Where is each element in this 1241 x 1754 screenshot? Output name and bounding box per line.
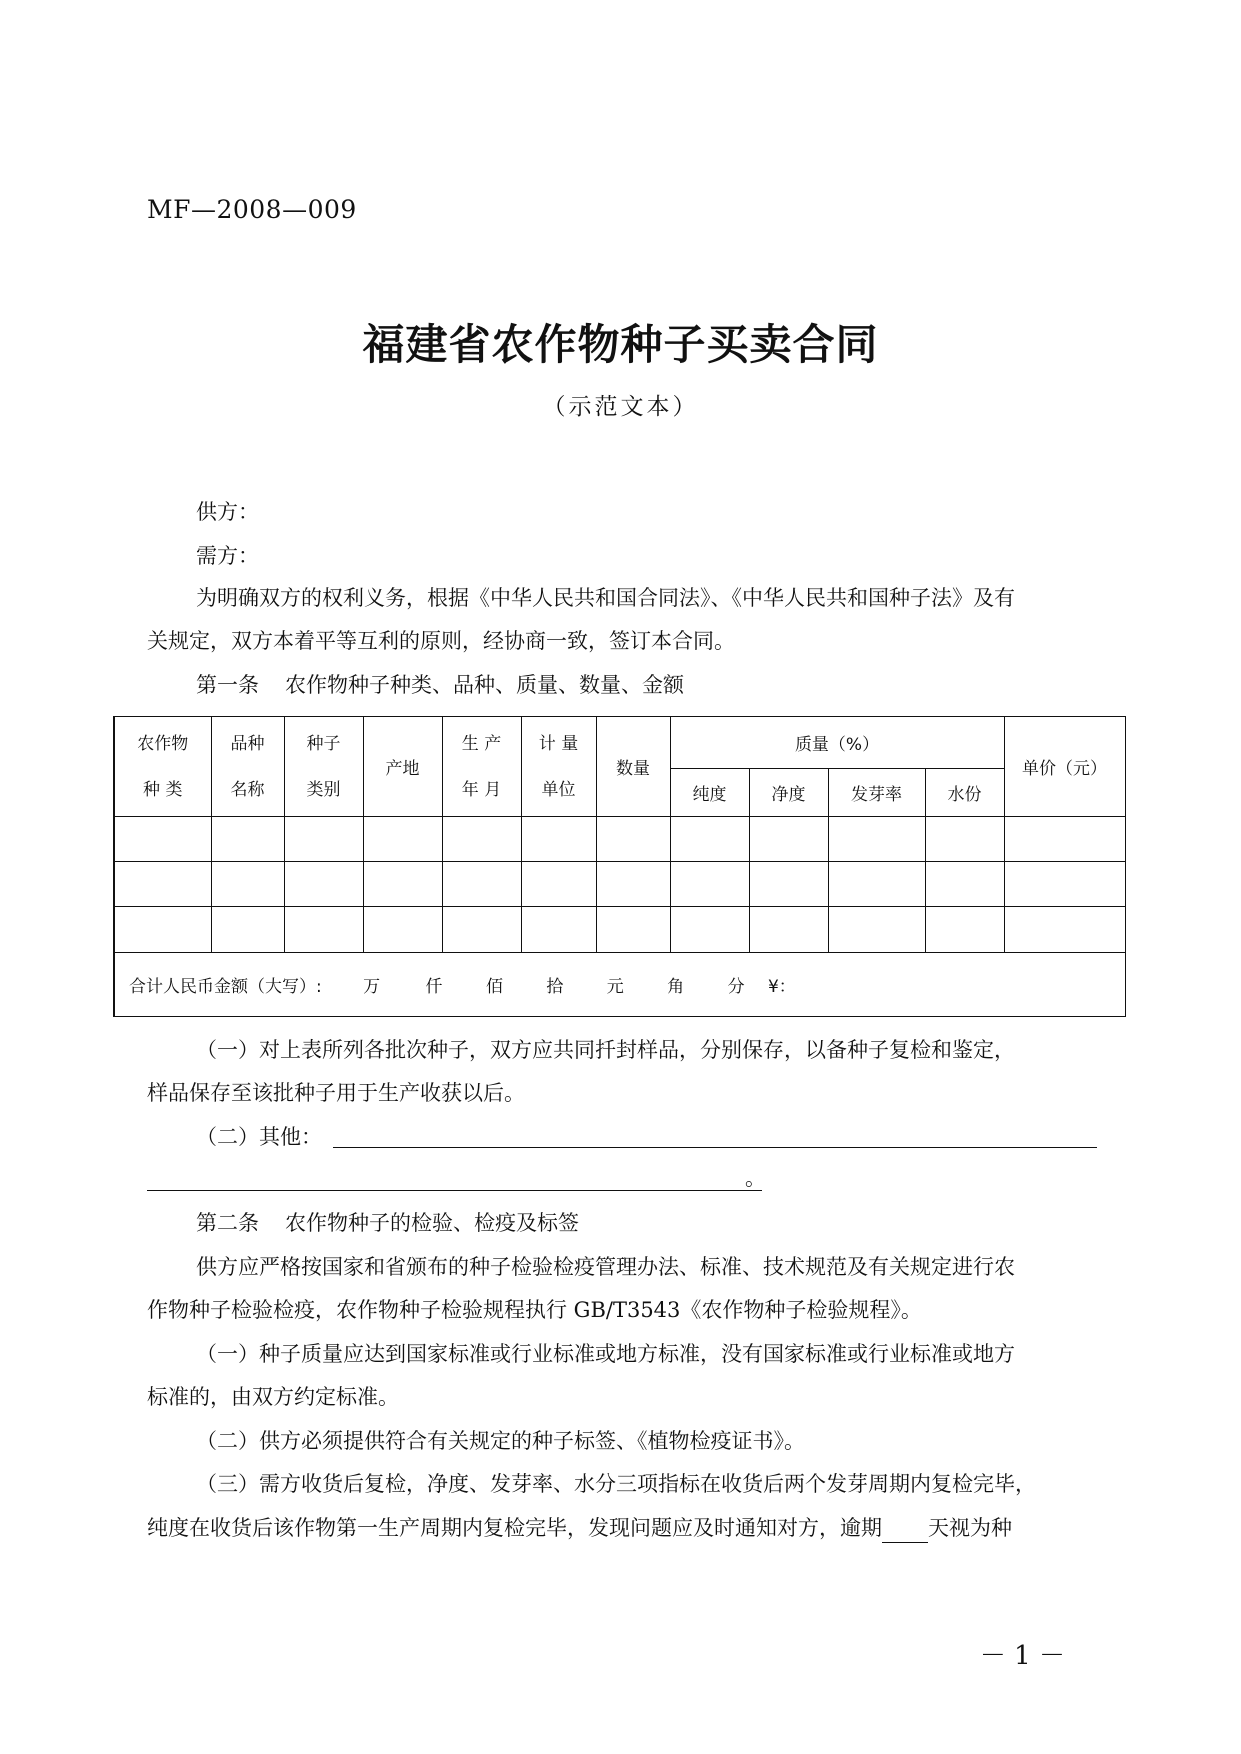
supplier-label: 供方：: [196, 500, 259, 524]
total-unit-wan: 万: [363, 977, 381, 997]
header-variety: [211, 717, 284, 817]
header-origin: 产地: [363, 717, 442, 817]
table-cell[interactable]: [1004, 817, 1125, 862]
table-cell[interactable]: [749, 907, 828, 953]
article-2-clause-1-line-1: （一）种子质量应达到国家标准或行业标准或地方标准，没有国家标准或行业标准或地方: [196, 1342, 1015, 1366]
table-cell[interactable]: [1004, 907, 1125, 953]
header-germination: 发芽率: [828, 769, 925, 817]
page-number: － 1 －: [979, 1641, 1065, 1671]
total-amount-cell[interactable]: [114, 953, 1125, 1017]
article-1-number: 第一条: [196, 673, 259, 697]
header-production-date-line-2: 年 月: [461, 779, 502, 800]
document-number: MF—2008—009: [147, 195, 357, 224]
table-cell[interactable]: [670, 907, 749, 953]
header-variety-line-1: 品种: [230, 733, 265, 754]
table-cell[interactable]: [925, 817, 1004, 862]
header-moisture: 水份: [925, 769, 1004, 817]
header-seed-category: [284, 717, 363, 817]
article-2-heading-text: 农作物种子的检验、检疫及标签: [285, 1211, 579, 1235]
table-cell[interactable]: [670, 862, 749, 907]
seed-table: [113, 716, 1126, 1017]
table-cell[interactable]: [596, 817, 670, 862]
header-crop-type-line-1: 农作物: [137, 733, 189, 754]
article-1-clause-2-label: （二）其他：: [196, 1125, 322, 1149]
total-yen-symbol: ¥：: [767, 977, 796, 997]
preamble-line-1: 为明确双方的权利义务，根据《中华人民共和国合同法》、《中华人民共和国种子法》及有: [196, 586, 1015, 610]
table-cell[interactable]: [925, 907, 1004, 953]
article-2-clause-3-line-2: [147, 1513, 1012, 1543]
header-crop-type-line-2: 种 类: [143, 779, 183, 800]
table-cell[interactable]: [442, 817, 521, 862]
total-unit-bai: 佰: [485, 977, 503, 997]
article-2-intro-line-2: 作物种子检验检疫，农作物种子检验规程执行 GB/T3543《农作物种子检验规程》。: [147, 1298, 922, 1322]
table-row: [114, 862, 1125, 907]
table-cell[interactable]: [749, 817, 828, 862]
overdue-days-blank[interactable]: [882, 1520, 928, 1543]
total-unit-jiao: 角: [667, 977, 685, 997]
total-unit-yuan: 元: [606, 977, 624, 997]
header-measure-unit-line-1: 计 量: [538, 733, 579, 754]
header-crop-type: [114, 717, 211, 817]
contract-title: 福建省农作物种子买卖合同: [362, 320, 879, 369]
table-cell[interactable]: [284, 862, 363, 907]
header-variety-line-2: 名称: [230, 779, 265, 800]
table-cell[interactable]: [596, 862, 670, 907]
total-amount-label: 合计人民币金额（大写）:: [129, 977, 322, 997]
header-measure-unit: [521, 717, 596, 817]
table-cell[interactable]: [521, 817, 596, 862]
article-1-clause-1-line-1: （一）对上表所列各批次种子，双方应共同扦封样品，分别保存，以备种子复检和鉴定，: [196, 1038, 1015, 1062]
article-1-heading: [196, 670, 684, 700]
table-cell[interactable]: [114, 817, 211, 862]
table-cell[interactable]: [114, 907, 211, 953]
article-2-clause-3-line-2-part-a: 纯度在收货后该作物第一生产周期内复检完毕，发现问题应及时通知对方，逾期: [147, 1516, 882, 1540]
header-measure-unit-line-2: 单位: [541, 779, 576, 800]
table-total-row: [114, 953, 1125, 1017]
table-cell[interactable]: [363, 862, 442, 907]
header-purity: 纯度: [670, 769, 749, 817]
header-production-date: [442, 717, 521, 817]
table-row: [114, 907, 1125, 953]
total-unit-fen: 分: [727, 977, 745, 997]
table-cell[interactable]: [596, 907, 670, 953]
total-unit-shi: 拾: [546, 977, 564, 997]
table-cell[interactable]: [828, 817, 925, 862]
header-unit-price: 单价（元）: [1004, 717, 1125, 817]
table-cell[interactable]: [114, 862, 211, 907]
total-unit-qian: 仟: [425, 977, 443, 997]
contract-subtitle: （示范文本）: [542, 394, 699, 420]
header-seed-category-line-2: 类别: [306, 779, 341, 800]
table-cell[interactable]: [211, 862, 284, 907]
article-2-intro-line-1: 供方应严格按国家和省颁布的种子检验检疫管理办法、标准、技术规范及有关规定进行农: [196, 1255, 1015, 1279]
table-cell[interactable]: [363, 817, 442, 862]
header-quantity: 数量: [596, 717, 670, 817]
article-2-clause-1-line-2: 标准的，由双方约定标准。: [147, 1385, 399, 1409]
table-cell[interactable]: [670, 817, 749, 862]
preamble-line-2: 关规定，双方本着平等互利的原则，经协商一致，签订本合同。: [147, 629, 735, 653]
table-cell[interactable]: [925, 862, 1004, 907]
table-cell[interactable]: [749, 862, 828, 907]
table-cell[interactable]: [211, 907, 284, 953]
table-cell[interactable]: [363, 907, 442, 953]
other-terms-blank-line-2[interactable]: [147, 1190, 762, 1191]
article-1-clause-1-line-2: 样品保存至该批种子用于生产收获以后。: [147, 1081, 525, 1105]
table-header-row-1: [114, 717, 1125, 769]
buyer-label: 需方：: [196, 544, 259, 568]
article-2-clause-3-line-2-part-b: 天视为种: [928, 1516, 1012, 1540]
header-production-date-line-1: 生 产: [461, 733, 502, 754]
table-cell[interactable]: [284, 817, 363, 862]
header-clarity: 净度: [749, 769, 828, 817]
article-2-heading: [196, 1208, 579, 1238]
table-cell[interactable]: [442, 862, 521, 907]
table-cell[interactable]: [828, 907, 925, 953]
article-2-clause-3-line-1: （三）需方收货后复检，净度、发芽率、水分三项指标在收货后两个发芽周期内复检完毕，: [196, 1472, 1036, 1496]
table-cell[interactable]: [828, 862, 925, 907]
table-cell[interactable]: [211, 817, 284, 862]
table-cell[interactable]: [521, 862, 596, 907]
table-cell[interactable]: [284, 907, 363, 953]
table-cell[interactable]: [1004, 862, 1125, 907]
article-1-heading-text: 农作物种子种类、品种、质量、数量、金额: [285, 673, 684, 697]
table-cell[interactable]: [521, 907, 596, 953]
article-2-clause-2-line-1: （二）供方必须提供符合有关规定的种子标签、《植物检疫证书》。: [196, 1429, 805, 1453]
other-terms-blank-line-1[interactable]: [333, 1147, 1097, 1148]
table-cell[interactable]: [442, 907, 521, 953]
article-1-clause-2-end: 。: [745, 1166, 766, 1190]
header-quality: 质量（%）: [670, 717, 1004, 769]
article-2-number: 第二条: [196, 1211, 259, 1235]
header-seed-category-line-1: 种子: [306, 733, 341, 754]
table-row: [114, 817, 1125, 862]
